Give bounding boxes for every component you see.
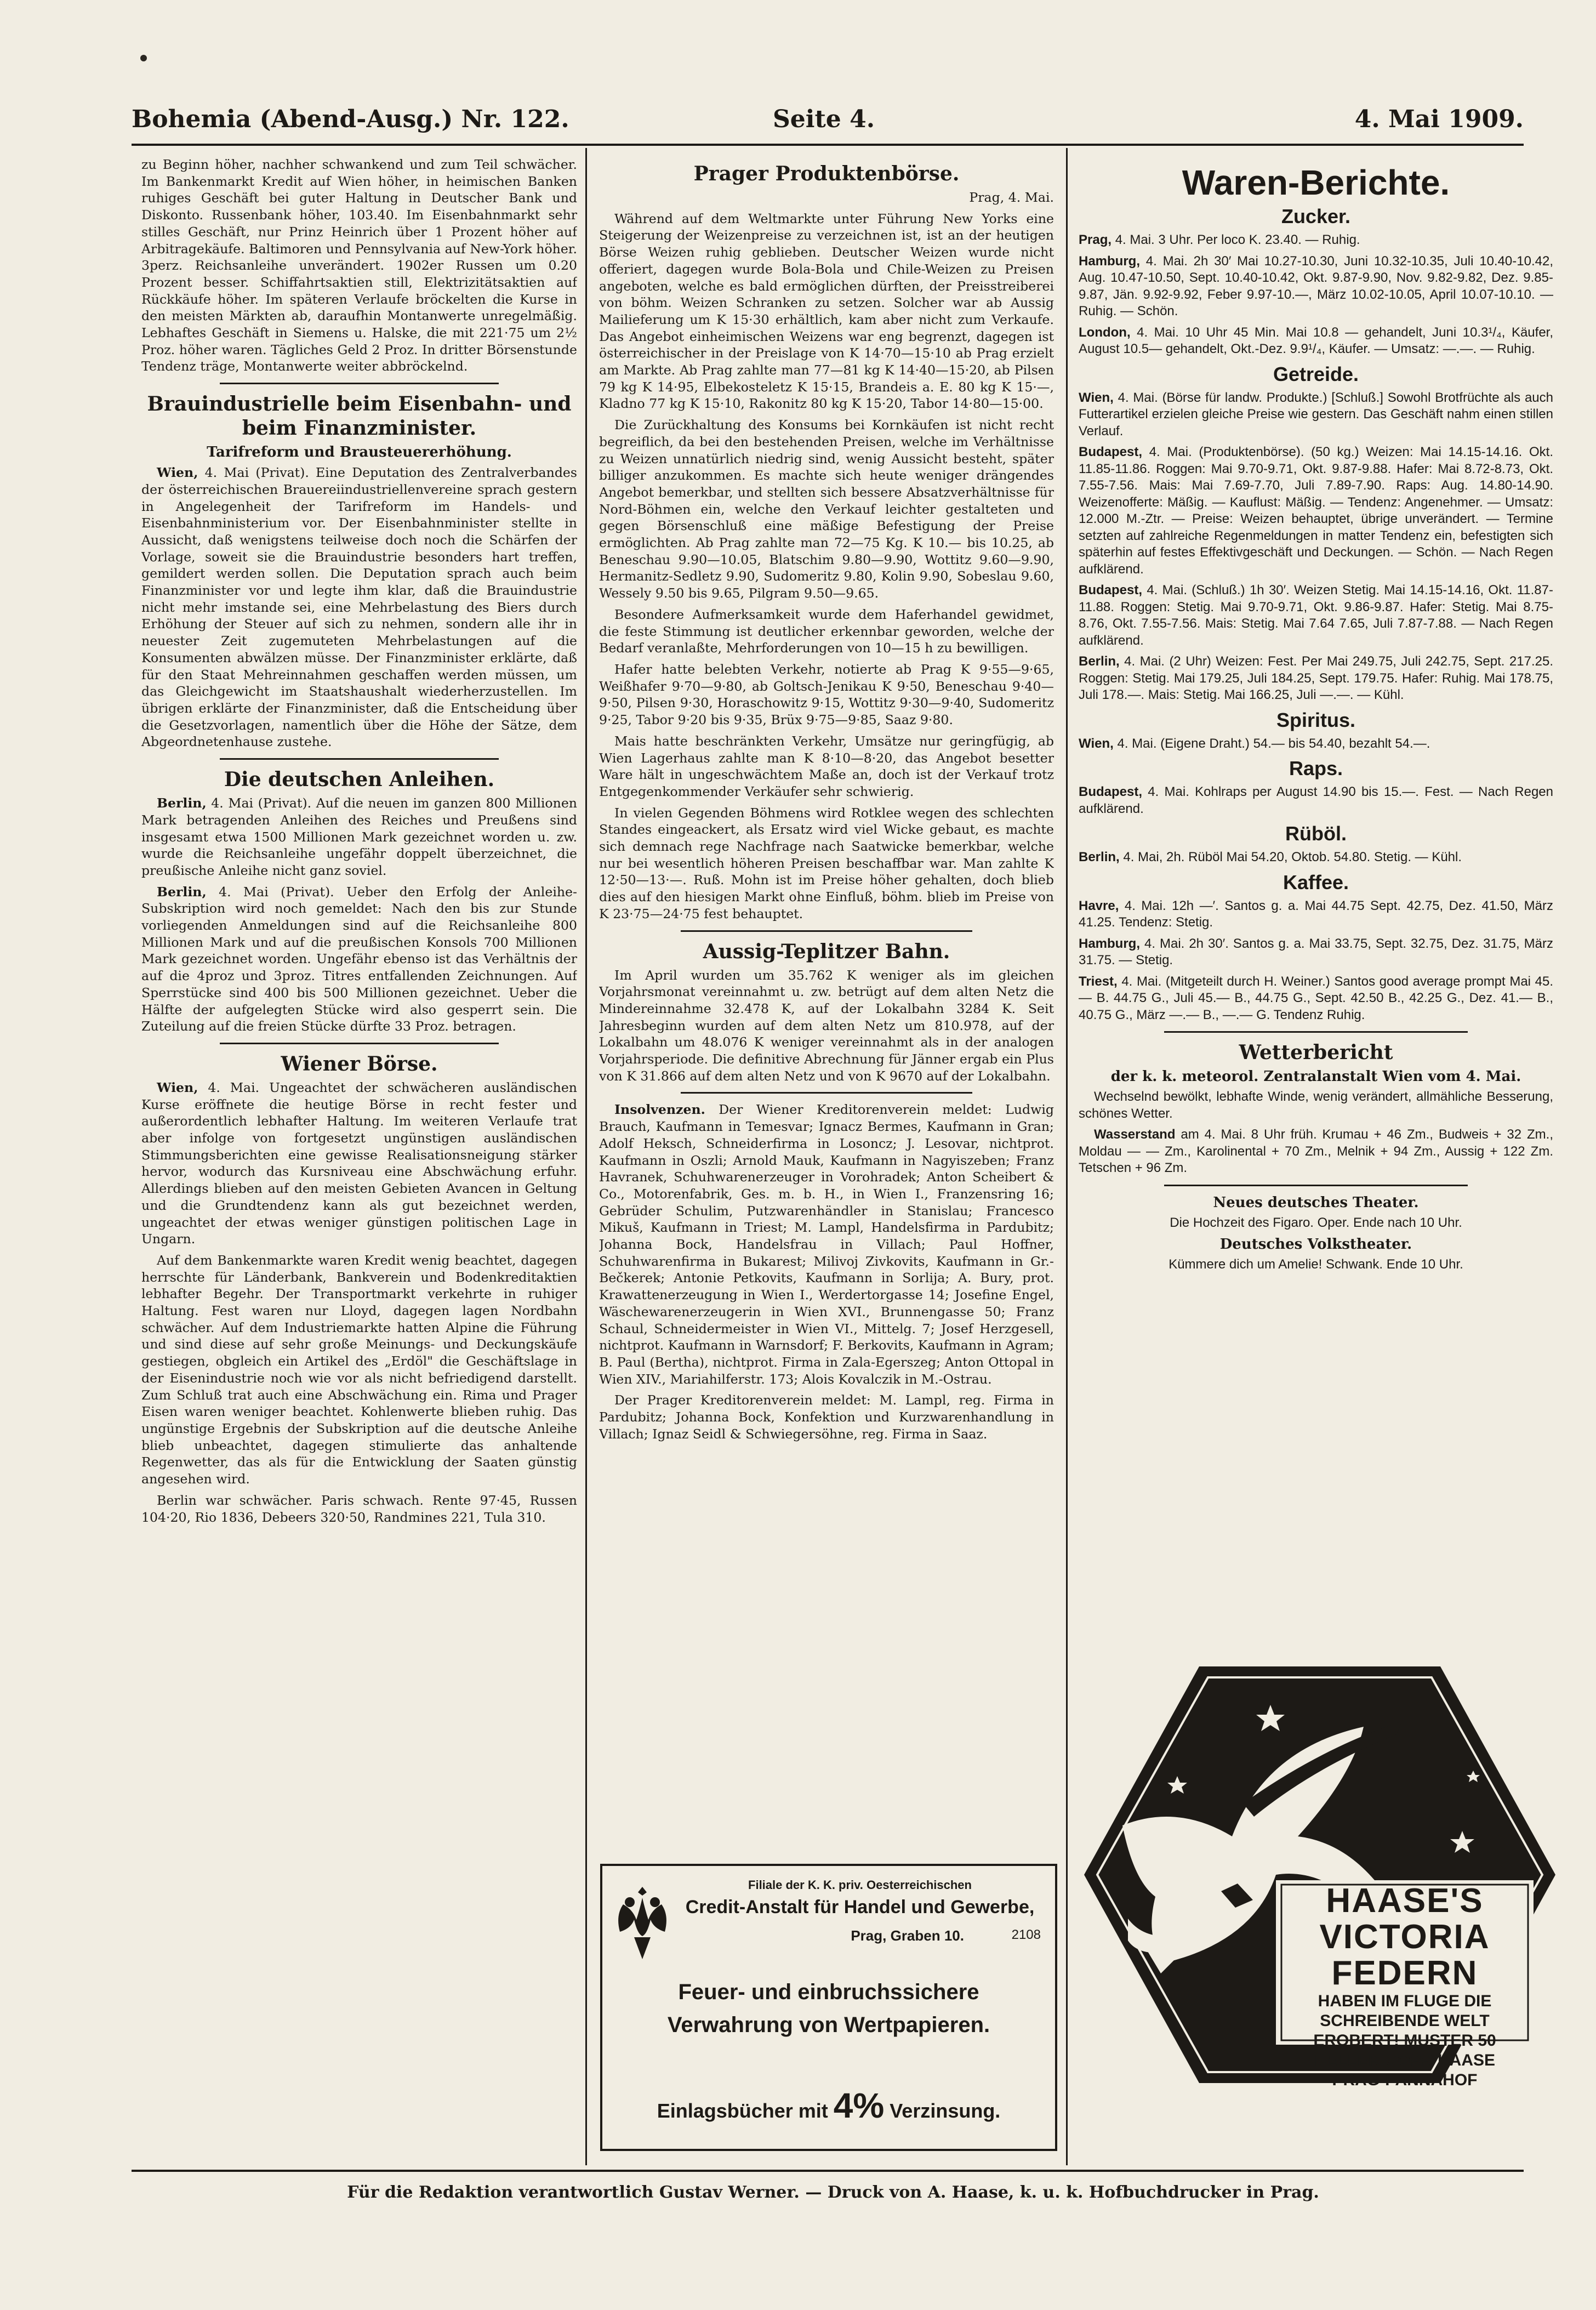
article-paragraph [599,417,1054,602]
article-heading: Wiener Börse. [281,1052,438,1076]
paragraph-text: 4. Mai. Ungeachtet der schwächeren ausländischen Kurse eröffnete die heutige Börse in recht fester und außerordentlich lebhafter Haltung. Im weiteren Verlaufe trat aber infolge von fortgesetzt ungünstigen ausländischen Stimmungsberichten eine gewisse Realisationsneigung stärker hervor, wodurch das Kursniveau eine Abschwächung erfuhr. Allerdings blieben auf den meisten Gebieten Avancen in Geltung und die Grundtendenz kann als gut bezeichnet werden, ungeachtet der etwas weniger günstigen politischen Lage in Ungarn. [141,1079,577,1247]
commodity-heading: Getreide. [1273,362,1359,385]
article-paragraph [141,1252,577,1488]
section-separator [220,758,499,760]
article-heading: Brauindustrielle beim Eisenbahn- und beim Finanzminister. [147,392,572,440]
article-paragraph [1079,653,1553,704]
bank-name: Credit-Anstalt für Handel und Gewerbe, [685,1897,1035,1918]
section-separator [1164,1185,1468,1186]
article-paragraph [599,805,1054,923]
haase-line-3: EROBERT! MUSTER 50 [1313,2032,1496,2050]
paragraph-text: 4. Mai. (Produktenbörse). (50 kg.) Weizen: Mai 14.15-14.16. Okt. 11.85-11.86. Roggen: Mai 9.70-9.71, Okt. 9.87-9.88. Hafer: Mai 8.72-8.73, Okt. 7.55-7.56. Mais: Mai 7.69-7.70, Juli 7.89-7.90. Raps: Aug. 14.80-14.90. Weizenofferte: Mäßig. — Kauflust: Mäßig. — Tendenz: Angenehmer. — Umsatz: 12.000 M.-Ztr. — Preise: Weizen behauptet, übrige unverändert. — Termine setzten auf zahlreiche Regenmeldungen in matter Tendenz ein, befestigten sich späterhin auf festes Effektivgeschäft und Deckungen. — Schön. — Nach Regen aufklärend. [1079,445,1553,577]
article-paragraph [599,967,1054,1085]
paragraph-lead: Prag, [1079,232,1112,247]
haase-line-5: PRAG-I-ANNAHOF [1332,2071,1478,2089]
column-rule-2 [1066,148,1068,2165]
haase-advertisement [1079,1661,1561,2089]
article-paragraph [1079,325,1553,358]
article-heading: der k. k. meteorol. Zentralanstalt Wien vom 4. Mai. [1110,1068,1521,1085]
paragraph-lead: Wien, [157,465,198,481]
paragraph-text: Der Wiener Kreditorenverein meldet: Ludwig Brauch, Kaufmann in Temesvar; Ignacz Bermes, Kaufmann in Gran; Adolf Heksch, Schneiderfirma in Losoncz; J. Lesovar, nichtprot. Kaufmann in Oszli; Arnold Mauk, Kaufmann in Nagyiszeben; Franz Havranek, Schuhwarenerzeuger in Vorohradek; Anton Scheibert & Co., Motorenfabrik, Ges. m. b. H., in Wien I., Franzensring 16; Gebrüder Schulim, Putzwarenhändler in Stanislau; Francesco Mikuš, Kaufmann in Triest; M. Lampl, Handelsfirma in Pardubitz; Johanna Bock, Handelsfrau in Villach; Paul Hoffner, Schuhwarenfirma in Bukarest; Milivoj Zivkovits, Kaufmann in Gr.-Bečkerek; Antonie Petkovits, Kaufmann in Sorlija; A. Bury, prot. Krawattenerzeugung in Wien I., Werdertorgasse 14; Josefine Engel, Wäschewarenerzeugerin in Wien XVI., Brunnengasse 50; Franz Schaul, Schneidermeister in Wien VI., Mittelg. 7; Josef Herzgesell, nichtprot. Kaufmann in Warnsdorf; F. Berkovits, Kaufmann in Agram; B. Paul (Bertha), nichtprot. Firma in Zala-Egerszeg; Anton Ottopal in Wien XIV., Mariahilferstr. 173; Alois Kovalczik in M.-Ostrau. [599,1102,1054,1387]
paragraph-text: am 4. Mai. 8 Uhr früh. Krumau + 46 Zm., Budweis + 32 Zm., Moldau — — Zm., Karolinental + 70 Zm., Melnik + 94 Zm., Aussig + 122 Zm. Tetschen + 96 Zm. [1079,1127,1553,1175]
paragraph-text: In vielen Gegenden Böhmens wird Rotklee wegen des schlechten Standes eingeackert, als Ersatz wird viel Wicke gebaut, es machte sich demnach rege Nachfrage nach Saatwicke bemerkbar, welche nur bei wesentlich höheren Preisen beschaffbar war. Man zahlte K 12·50—13·—. Ruß. Mohn ist im Preise höher gehalten, doch blieb dies auf den hiesigen Markt ohne Einfluß, böhm. blieb im Preise von K 23·75—24·75 fest behauptet. [599,805,1054,921]
paragraph-text: 4. Mai. (Schluß.) 1h 30′. Weizen Stetig. Mai 14.15-14.16, Okt. 11.87-11.88. Roggen: Stetig. Mai 9.70-9.71, Okt. 9.86-9.87. Hafer: Stetig. Mai 8.75-8.76, Okt. 7.55-7.56. Mais: Stetig. Mai 7.64 7.65, Juli 7.87-7.88. — Nach Regen aufklärend. [1079,583,1553,648]
article-heading: Wetterbericht [1239,1041,1393,1064]
article-paragraph [1079,936,1553,969]
paragraph-lead: Havre, [1079,898,1119,913]
paragraph-lead: Triest, [1079,974,1118,989]
paragraph-text: Auf dem Bankenmarkte waren Kredit wenig beachtet, dagegen herrschte für Länderbank, Bankverein und Bodenkreditaktien lebhafter Begehr. Der Transportmarkt verkehrte in ruhiger Haltung. Fest waren nur Lloyd, dagegen lagen Nordbahn schwächer. Auf dem Industriemarkte hatten Alpine die Führung und sind diese auf sehr große Meinungs- und Deckungskäufe gestiegen, obgleich ein Artikel des „Erdöl" die Geschäftslage in der Eisenindustrie noch wie vor als nicht befriedigend darstellt. Zum Schluß trat auch eine Abschwächung ein. Rima und Prager Eisen waren weniger beachtet. Kohlenwerte blieben ruhig. Das ungünstige Ergebnis der Subskription auf die deutsche Anleihe blieb unbeachtet, dagegen stimulierte das anhaltende Regenwetter, das als für die Entwicklung der Saaten günstig angesehen wird. [141,1252,577,1487]
footer-rule [132,2170,1524,2172]
column-rule-1 [585,148,587,2165]
section-separator [220,1043,499,1044]
paragraph-text: 4. Mai. (Eigene Draht.) 54.— bis 54.40, bezahlt 54.—. [1113,736,1430,751]
paragraph-text: 4. Mai (Privat). Eine Deputation des Zentralverbandes der österreichischen Brauereiindustriellenvereine sprach gestern in Angelegenheit der Tarifreform im Handels- und Eisenbahnministerium vor. Der Eisenbahnminister stellte in Aussicht, daß wenigstens teilweise doch noch die Schärfen der Vorlage, soweit sie die Brauindustrie besonders hart treffen, gemildert werden sollen. Die Deputation sprach auch beim Finanzminister vor und legte ihm klar, daß die Brauindustrie nicht mehr imstande sei, eine Mehrbelastung des Biers durch Erhöhung der Steuer auf sich zu nehmen, sondern alle ihr in neuester Zeit zugemuteten Mehrbelastungen auf die Konsumenten abwälzen müsse. Der Finanzminister erklärte, daß für den Staat Mehreinnahmen geschaffen werden müssen, um das Gleichgewicht im Staatshaushalt wiederherzustellen. Im übrigen erklärte der Finanzminister, daß die Entscheidung über die Gesetzvorlagen, namentlich über die Höhe der Sätze, dem Abgeordnetenhause zustehe. [141,465,577,750]
paragraph-lead: Berlin, [157,795,207,811]
article-paragraph [599,1101,1054,1387]
interest-rate: 4% [833,2086,885,2125]
paragraph-text: Wechselnd bewölkt, lebhafte Winde, wenig verändert, allmähliche Besserung, schönes Wetter. [1079,1089,1553,1121]
commodity-heading: Kaffee. [1283,870,1349,894]
header-issue: Bohemia (Abend-Ausg.) Nr. 122. [132,105,569,133]
paragraph-lead: London, [1079,325,1131,340]
haase-line-4: HELLER GOPR HAASE [1314,2051,1496,2069]
haase-line-2: SCHREIBENDE WELT [1320,2012,1490,2030]
paragraph-text: 4. Mai. 3 Uhr. Per loco K. 23.40. — Ruhig. [1112,232,1360,247]
article-paragraph [599,606,1054,657]
article-paragraph [1079,253,1553,320]
paragraph-text: Die Zurückhaltung des Konsums bei Kornkäufen ist nicht recht begreiflich, da bei den bestehenden Preisen, welche im Verhältnisse zu Weizen unnatürlich niedrig sind, wenig Aussicht besteht, später billiger anzukommen. Es machte sich heute weniger drängendes Angebot bemerkbar, und stellten sich bessere Absatzverhältnisse für Nord-Böhmen ein, welche den Verkauf leichter gestalteten und gegen Börsenschluß eine mäßige Befestigung der Preise ermöglichten. Ab Prag zahlte man 72—75 Kg. K 10.— bis 10.25, ab Beneschau 9.90—10.05, Blatschim 9.80—9.90, Wottitz 9.60—9.90, Hermanitz-Sedletz 9.90, Sudomeritz 9.80, Kolin 9.90, Sobeslau 9.60, Wessely 9.50 bis 9.65, Pilgram 9.50—9.65. [599,417,1054,601]
paragraph-lead: Budapest, [1079,445,1143,459]
article-paragraph [141,1492,577,1526]
paragraph-text: Prag, 4. Mai. [969,190,1054,205]
paragraph-lead: Berlin, [1079,654,1120,669]
bank-address: Prag, Graben 10. [851,1927,964,1944]
article-paragraph [599,1392,1054,1442]
haase-title-2: VICTORIA [1319,1918,1490,1956]
article-paragraph [141,1079,577,1248]
commodity-heading: Spiritus. [1276,708,1356,731]
paragraph-text: Hafer hatte belebten Verkehr, notierte ab Prag K 9·55—9·65, Weißhafer 9·70—9·80, ab Goltsch-Jenikau K 9·50, Beneschau 9·40—9·50, Pilsen 9·30, Horaschowitz 9·15, Wottitz 9·30—9·40, Sudomeritz 9·25, Tabor 9·20 bis 9·35, Brüx 9·75—9·85, Saaz 9·80. [599,661,1054,728]
paragraph-lead: Budapest, [1079,784,1143,799]
paragraph-text: Während auf dem Weltmarkte unter Führung New Yorks eine Steigerung der Weizenpreise zu verzeichnen ist, ist an der heutigen Börse Weizen ruhig geblieben. Deutscher Weizen wurde nicht offeriert, dagegen wurde Bola-Bola und Chile-Weizen zu Preisen angeboten, welche es bald ermöglichen dürften, der Preisstreiberei von böhm. Weizen Schranken zu setzen. Solcher war ab Aussig Mailieferung um K 15·30 erhältlich, kam aber nicht zum Verkaufe. Das Angebot einheimischen Weizens war eng begrenzt, dagegen ist österreichischer in der Preislage von K 14·70—15·10 ab Prag erzielt am Markte. Ab Prag zahlte man 77—81 kg K 14·40—15·20, ab Pilsen 79 kg K 14·95, Elbekosteletz K 15·15, Brandeis a. E. 80 kg K 15·—, Kladno 77 kg K 15·10, Rakonitz 80 kg K 15·20, Tabor 14·80—15·00. [599,210,1054,412]
header-rule [132,144,1524,146]
paragraph-text: Die Hochzeit des Figaro. Oper. Ende nach 10 Uhr. [1170,1215,1462,1230]
column-1 [141,156,577,2163]
article-heading: Aussig-Teplitzer Bahn. [703,940,950,963]
section-separator [681,930,972,932]
commodity-heading: Zucker. [1281,205,1351,227]
paragraph-text: Der Prager Kreditorenverein meldet: M. Lampl, reg. Firma in Pardubitz; Johanna Bock, Konfektion und Kurzwarenhandlung in Villach; Ignaz Seidl & Schwiegersöhne, reg. Firma in Saaz. [599,1392,1054,1442]
article-heading: Prager Produktenbörse. [693,162,960,185]
article-paragraph [599,733,1054,800]
header-date: 4. Mai 1909. [1354,105,1524,133]
paragraph-text: 4. Mai. 12h —′. Santos g. a. Mai 44.75 Sept. 42.75, Dez. 41.50, März 41.25. Tendenz: Stetig. [1079,898,1553,930]
page-header [132,105,1524,144]
paragraph-lead: Berlin, [1079,850,1120,864]
paragraph-text: 4. Mai (Privat). Ueber den Erfolg der Anleihe-Subskription wird noch gemeldet: Nach den bis zur Stunde vorliegenden Anmeldungen sind auf die Reichsanleihe 800 Millionen Mark und auf die preußischen Konsols 700 Millionen Mark gezeichnet worden. Ungefähr ebenso ist das Verhältnis der auf die 4proz und 3proz. Titres entfallenden Zeichnungen. Auf Sperrstücke sind 400 bis 500 Millionen gezeichnet. Ueber die Hälfte der aufgelegten Stücke wird also gesperrt sein. Die Zuteilung auf die freien Stücke dürfte 33 Proz. betragen. [141,884,577,1034]
paragraph-text: 4. Mai. Kohlraps per August 14.90 bis 15.—. Fest. — Nach Regen aufklärend. [1079,784,1553,816]
paragraph-text: Berlin war schwächer. Paris schwach. Rente 97·45, Russen 104·20, Rio 1836, Debeers 320·50, Randmines 221, Tula 310. [141,1492,577,1525]
paragraph-lead: Wien, [1079,390,1114,405]
article-paragraph [1079,1256,1553,1273]
paragraph-lead: Budapest, [1079,583,1143,598]
article-paragraph [1079,582,1553,649]
paragraph-text: Mais hatte beschränkten Verkehr, Umsätze nur geringfügig, ab Wien Lagerhaus zahlte man K 8·10—8·20, das Angebot besetter Ware hält in ungeschwächtem Maße an, doch ist der Verkauf trotz Entgegenkommender Verkäufer sehr schwierig. [599,733,1054,799]
article-paragraph [1079,974,1553,1024]
haase-line-1: HABEN IM FLUGE DIE [1318,1992,1492,2010]
haase-text-block [1281,1883,1528,2090]
section-separator [1164,1031,1468,1033]
paragraph-lead: Wasserstand [1094,1127,1176,1142]
paragraph-text: 4. Mai, 2h. Rüböl Mai 54.20, Oktob. 54.80. Stetig. — Kühl. [1119,850,1462,864]
article-paragraph [1079,736,1553,753]
article-heading: Neues deutsches Theater. [1213,1194,1419,1211]
paragraph-text: 4. Mai. (2 Uhr) Weizen: Fest. Per Mai 249.75, Juli 242.75, Sept. 217.25. Roggen: Stetig. Mai 179.25, Juli 184.25, Sept. 179.75. Hafer: Ruhig. Mai 178.75, Juli 178.—. Mais: Stetig. Mai 166.25, Juli —.—. — Kühl. [1079,654,1553,702]
paragraph-lead: Insolvenzen. [614,1102,705,1118]
interest-post: Verzinsung. [884,2100,1001,2122]
haase-title-1: HAASE'S [1326,1882,1484,1920]
article-paragraph [1079,1215,1553,1232]
paragraph-text: 4. Mai. (Mitgeteilt durch H. Weiner.) Santos good average prompt Mai 45.— B. 44.75 G., Juli 45.— B., 44.75 G., Sept. 42.50 B., 42.25 G., Dez. 41.— B., 40.75 G., März —.— B., —.— G. Tendenz Ruhig. [1079,974,1553,1022]
article-paragraph [1079,849,1553,866]
bank-advertisement [600,1864,1057,2151]
paragraph-text: Kümmere dich um Amelie! Schwank. Ende 10 Uhr. [1168,1257,1463,1272]
article-paragraph [141,795,577,879]
paragraph-text: 4. Mai. 2h 30′. Santos g. a. Mai 33.75, Sept. 32.75, Dez. 31.75, März 31.75. — Stetig. [1079,936,1553,968]
column-3 [1079,156,1553,1661]
paragraph-text: zu Beginn höher, nachher schwankend und zum Teil schwächer. Im Bankenmarkt Kredit auf Wien höher, in heimischen Banken ruhiges Geschäft bei guter Haltung in Deutscher Bank und Diskonto. Russenbank höher, 103.40. Im Eisenbahnmarkt sehr stilles Geschäft, nur Prinz Heinrich über 1 Prozent höher auf Arbitragekäufe. Baltimoren und Pennsylvania auf New-York höher. 3perz. Reichsanleihe unverändert. 1902er Russen um 0.20 Prozent besser. Schiffahrtsaktien still, Elektrizitätsaktien auf Rückkäufe höher. Im späteren Verlaufe bröckelten die Kurse in den meisten Märkten ab, daraufhin Montanwerte unregelmäßig. Lebhaftes Geschäft in Siemens u. Halske, die mit 221·75 um 2½ Proz. höher waren. Tägliches Geld 2 Proz. In dritter Börsenstunde Tendenz träge, Montanwerte weiter abbröckelnd. [141,157,577,374]
article-paragraph [1079,390,1553,440]
bank-branch-line: Filiale der K. K. priv. Oesterreichischen [748,1878,972,1892]
paragraph-text: 4. Mai. 2h 30′ Mai 10.27-10.30, Juni 10.32-10.35, Juli 10.40-10.42, Aug. 10.47-10.50, Sept. 10.40-10.42, Okt. 9.87-9.90, Nov. 9.82-9.82, Dez. 9.85-9.87, Jän. 9.92-9.92, Feber 9.97-10.—, März 10.02-10.05, April 10.07-10.10. — Ruhig. — Schön. [1079,253,1553,318]
article-paragraph [141,464,577,750]
article-paragraph [599,210,1054,412]
haase-title-3: FEDERN [1331,1954,1478,1992]
article-paragraph [599,189,1054,206]
article-paragraph [1079,444,1553,578]
paragraph-text: 4. Mai (Privat). Auf die neuen im ganzen 800 Millionen Mark betragenden Anleihen des Reiches und Preußens sind insgesamt etwa 1500 Millionen Mark gezeichnet worden u. zw. wurde die Reichsanleihe ungefähr doppelt überzeichnet, die preußische Anleihe nicht ganz soviel. [141,795,577,878]
section-separator [220,383,499,384]
commodity-heading: Rüböl. [1285,822,1347,845]
paragraph-lead: Hamburg, [1079,253,1141,269]
paragraph-text: 4. Mai. 10 Uhr 45 Min. Mai 10.8 — gehandelt, Juni 10.3¹/₄, Käufer, August 10.5— gehandelt, Okt.-Dez. 9.9¹/₄, Käufer. — Umsatz: —.—. — Ruhig. [1079,325,1553,356]
article-paragraph [141,884,577,1035]
ink-dot [140,55,147,61]
article-paragraph [1079,1089,1553,1122]
article-paragraph [141,156,577,375]
article-paragraph [1079,898,1553,931]
article-heading: Die deutschen Anleihen. [224,768,495,792]
header-page-number: Seite 4. [773,105,875,133]
imprint-footer: Für die Redaktion verantwortlich Gustav Werner. — Druck von A. Haase, k. u. k. Hofbuchdrucker in Prag. [347,2183,1319,2202]
paragraph-lead: Wien, [1079,736,1114,751]
commodity-heading: Raps. [1289,757,1343,780]
article-heading: Tarifreform und Brausteuererhöhung. [207,444,512,461]
article-paragraph [599,661,1054,729]
paragraph-lead: Berlin, [157,884,207,900]
article-paragraph [1079,784,1553,817]
paragraph-text: Im April wurden um 35.762 K weniger als im gleichen Vorjahrsmonat vereinnahmt u. zw. betrügt auf dem alten Netz die Mindereinnahme 32.478 K, auf der Lokalbahn 3284 K. Seit Jahresbeginn wurden auf dem alten Netz um 810.978, auf der Lokalbahn um 48.076 K weniger vereinnahmt als in der analogen Vorjahrsperiode. Die definitive Abrechnung für Jänner ergab ein Plus von K 31.866 auf dem alten Netz und von K 9670 auf der Lokalbahn. [599,967,1054,1084]
article-paragraph [1079,232,1553,249]
double-headed-eagle-icon [612,1882,672,1965]
paragraph-text: Besondere Aufmerksamkeit wurde dem Haferhandel gewidmet, die feste Stimmung ist deutlicher erkennbar geworden, welche der Bedarf veranlaßte, Mehrforderungen von 10—15 h zu bewilligen. [599,606,1054,656]
article-paragraph [1079,1126,1553,1177]
article-heading: Deutsches Volkstheater. [1219,1236,1412,1253]
paragraph-text: 4. Mai. (Börse für landw. Produkte.) [Schluß.] Sowohl Brotfrüchte als auch Futterartikel erzielen gleiche Preise wie gestern. Das Geschäft nahm einen stillen Verlauf. [1079,390,1553,439]
paragraph-lead: Wien, [157,1079,198,1095]
interest-pre: Einlagsbücher mit [657,2100,834,2122]
paragraph-lead: Hamburg, [1079,936,1141,951]
section-separator [681,1092,972,1094]
bank-interest-line [613,2085,1044,2126]
section-title: Waren-Berichte. [1182,163,1450,202]
bank-phone: 2108 [1011,1927,1041,1942]
bank-service: Feuer- und einbruchssichere Verwahrung von Wertpapieren. [667,1980,990,2037]
column-2 [599,156,1054,1856]
